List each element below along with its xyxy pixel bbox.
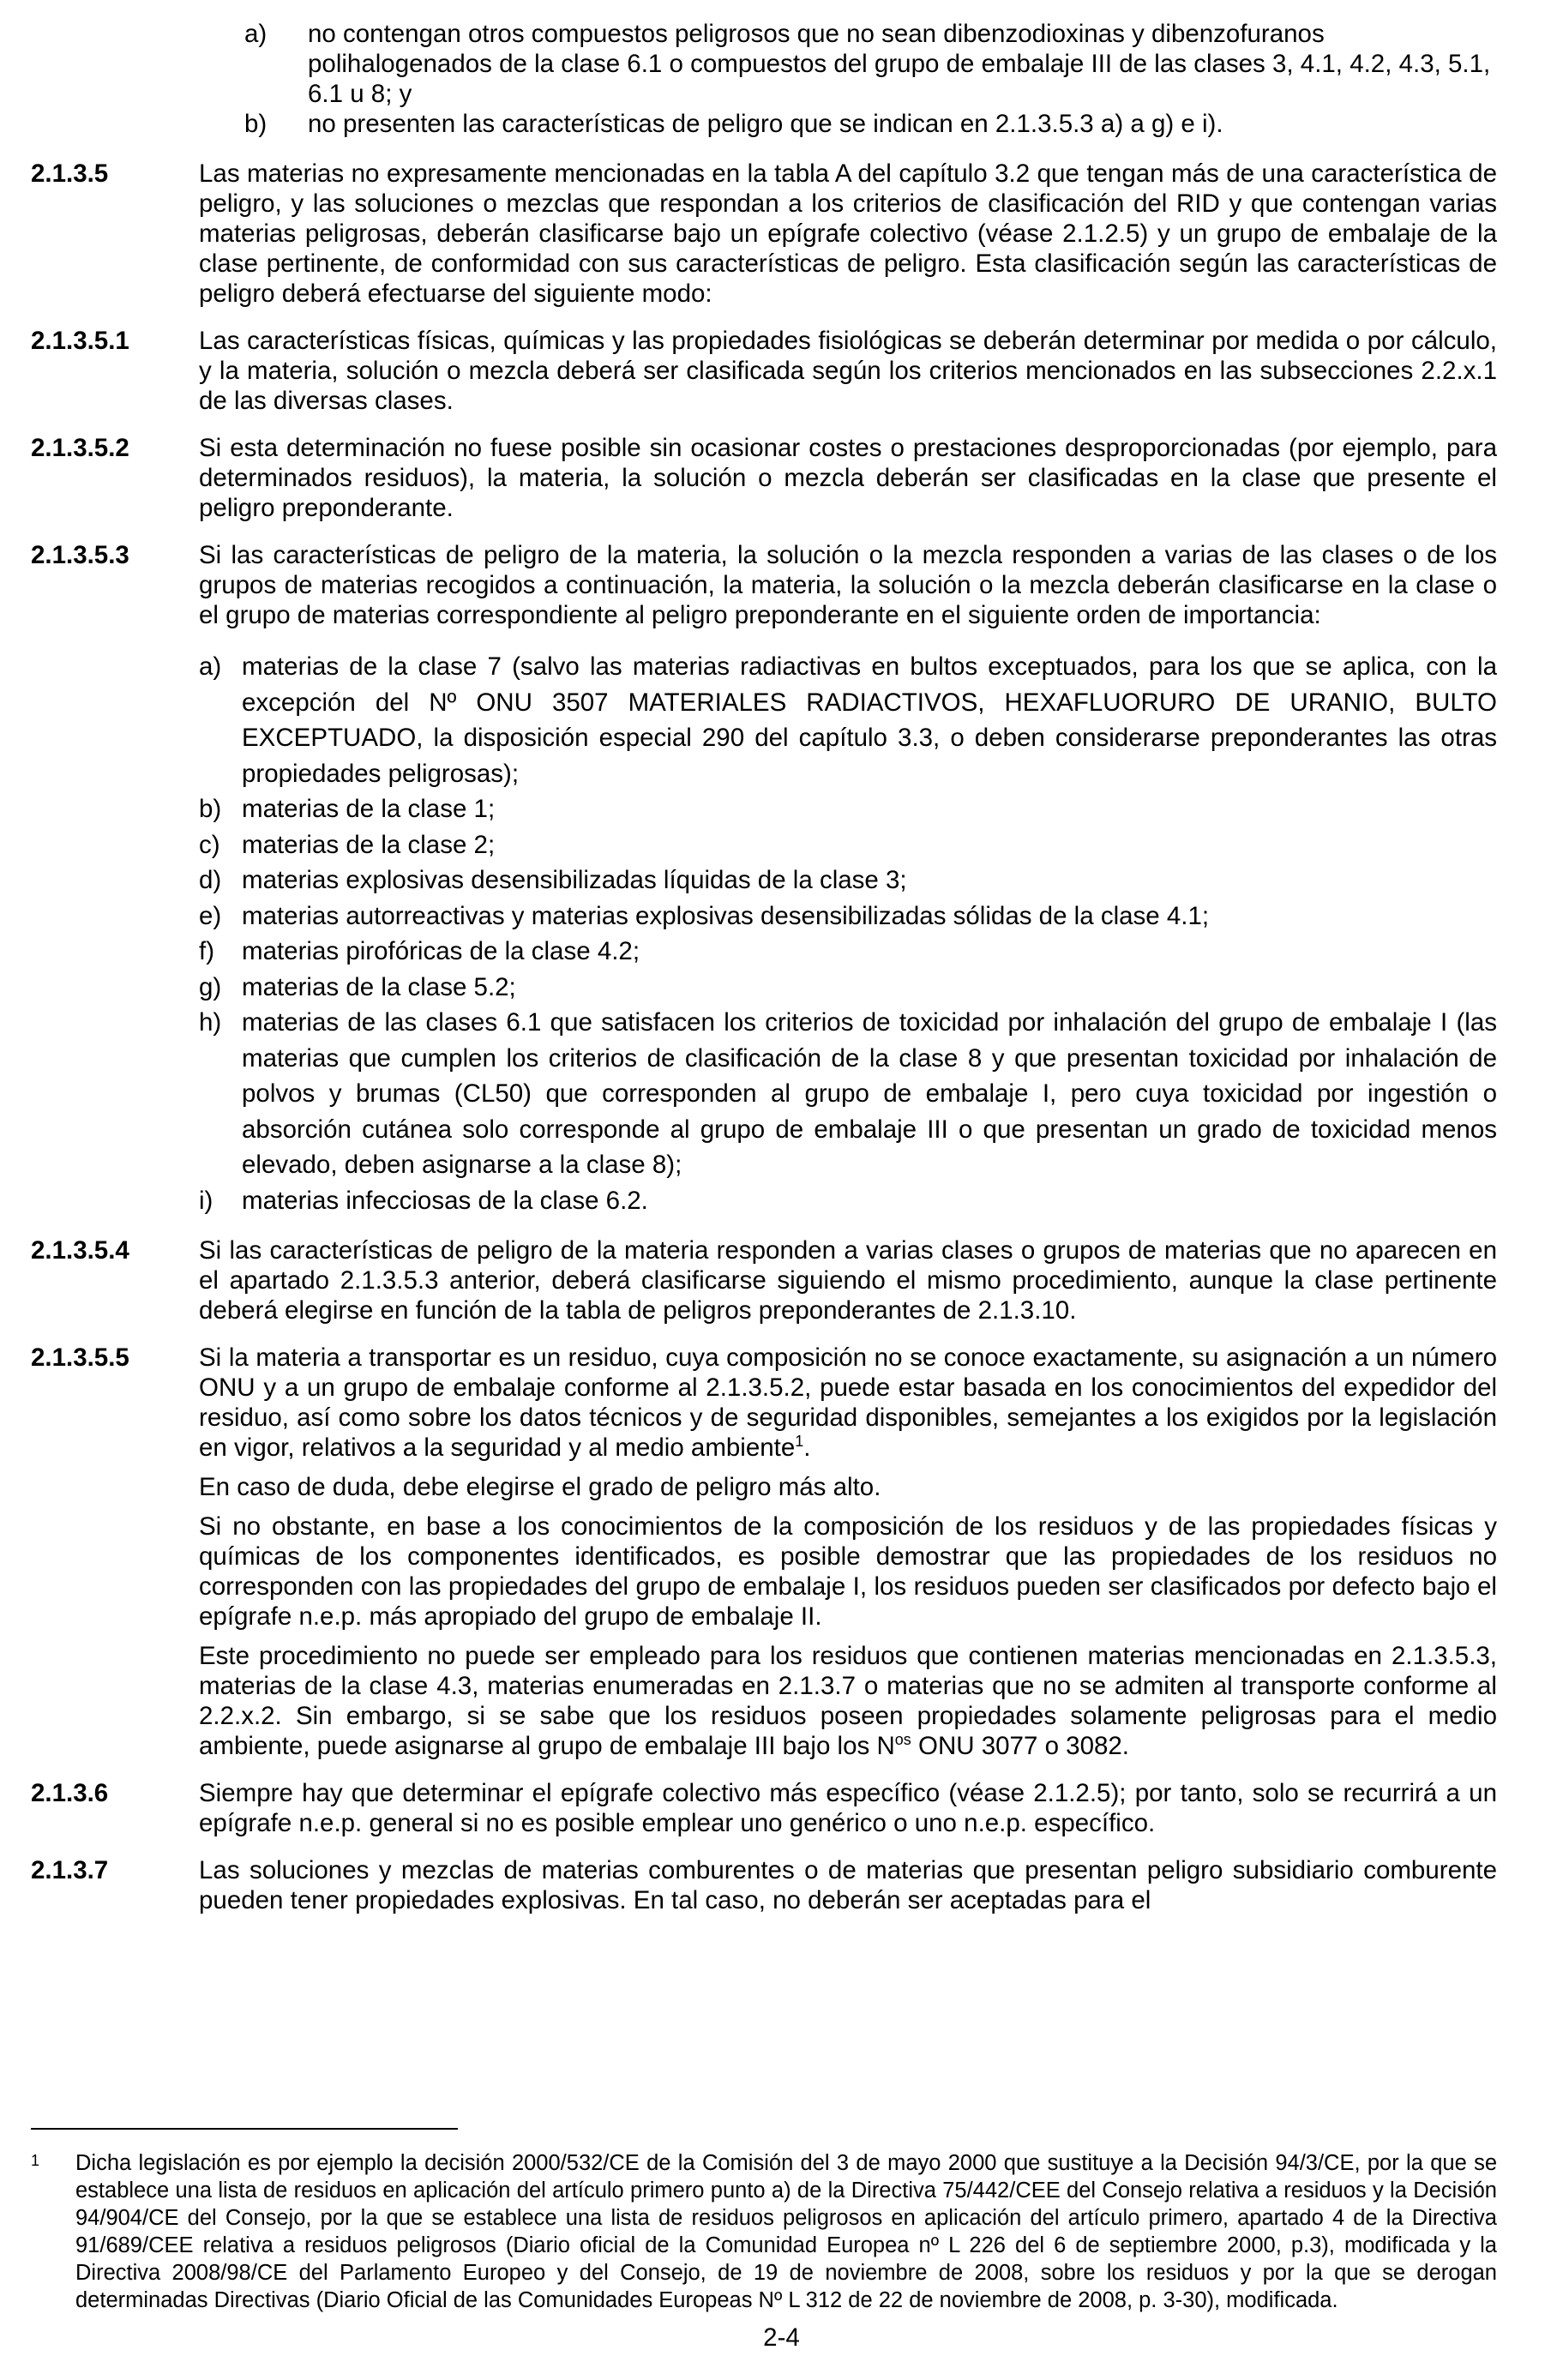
section-body — [199, 540, 1497, 1218]
main-content — [31, 159, 1497, 1932]
section-2-1-3-5-5 — [31, 1343, 1497, 1761]
list-item-label: b) — [199, 795, 222, 823]
footnote-divider — [31, 2128, 458, 2130]
section-number: 2.1.3.5.4 — [31, 1236, 129, 1265]
list-item-label: c) — [199, 830, 220, 859]
page-number: 2-4 — [763, 2323, 800, 2352]
section-2-1-3-5 — [31, 159, 1497, 309]
list-item-label: f) — [199, 937, 215, 965]
section-2-1-3-5-1 — [31, 326, 1497, 416]
list-item — [199, 970, 1497, 1006]
paragraph-text: Si la materia a transportar es un residuo, cuya composición no se conoce exactamente, su asignación a un número ONU y a un grupo de embalaje conforme al 2.1.3.5.2, puede estar basada en los conocimientos del expedidor del residuo, así como sobre los datos técnicos y de seguridad disponibles, semejantes a los exigidos por la legislación en vigor, relativos a la seguridad y al medio ambiente — [199, 1343, 1497, 1462]
intro-item-b — [244, 109, 1505, 139]
list-item — [199, 791, 1497, 827]
section-number: 2.1.3.6 — [31, 1779, 109, 1807]
section-text: Las soluciones y mezclas de materias comburentes o de materias que presentan peligro subsidiario comburente pueden tener propiedades explosivas. En tal caso, no deberán ser aceptadas para el — [199, 1856, 1497, 1914]
list-item-text: materias de las clases 6.1 que satisfacen los criterios de toxicidad por inhalación del grupo de embalaje I (las materias que cumplen los criterios de clasificación de la clase 8 y que presentan toxicidad por inhalación de polvos y brumas (CL50) que corresponden al grupo de embalaje I, pero cuya toxicidad por ingestión o absorción cutánea solo corresponde al grupo de embalaje III o que presentan un grado de toxicidad menos elevado, deben asignarse a la clase 8); — [242, 1008, 1497, 1179]
section-2-1-3-5-2 — [31, 433, 1497, 523]
intro-item-text: no presenten las características de peligro que se indican en 2.1.3.5.3 a) a g) e i). — [308, 110, 1223, 138]
paragraph-end: . — [803, 1433, 811, 1462]
list-item-text: materias autorreactivas y materias explosivas desensibilizadas sólidas de la clase 4.1; — [242, 901, 1210, 930]
list-item-label: d) — [199, 866, 222, 894]
section-paragraph: Si no obstante, en base a los conocimientos de la composición de los residuos y de las propiedades físicas y químicas de los componentes identificados, es posible demostrar que las propiedades de los residuos no corresponden con las propiedades del grupo de embalaje I, los residuos pueden ser clasificados por defecto bajo el epígrafe n.e.p. más apropiado del grupo de embalaje II. — [199, 1512, 1497, 1631]
section-2-1-3-5-4 — [31, 1235, 1497, 1325]
list-item-label: i) — [199, 1186, 213, 1215]
list-item — [199, 934, 1497, 970]
intro-item-text: no contengan otros compuestos peligrosos que no sean dibenzodioxinas y dibenzofuranos polihalogenados de la clase 6.1 o compuestos del grupo de embalaje III de las clases 3, 4.1, 4.2, 4.3, 5.1, 6.1 u 8; y — [308, 20, 1491, 108]
intro-item-label: a) — [244, 20, 268, 48]
superscript: os — [894, 1731, 911, 1749]
section-paragraph: En caso de duda, debe elegirse el grado de peligro más alto. — [199, 1473, 881, 1501]
section-text: Si esta determinación no fuese posible sin ocasionar costes o prestaciones desproporcionadas (por ejemplo, para determinados residuos), la materia, la solución o mezcla deberán ser clasificadas en la clase que presente el peligro preponderante. — [199, 434, 1497, 522]
list-item — [199, 1005, 1497, 1183]
section-text: Siempre hay que determinar el epígrafe colectivo más específico (véase 2.1.2.5); por tanto, solo se recurrirá a un epígrafe n.e.p. general si no es posible emplear uno genérico o uno n.e.p. específico. — [199, 1779, 1497, 1837]
list-item-text: materias pirofóricas de la clase 4.2; — [242, 937, 640, 965]
list-item-label: e) — [199, 901, 222, 930]
section-text: Las materias no expresamente mencionadas en la tabla A del capítulo 3.2 que tengan más de una característica de peligro, y las soluciones o mezclas que respondan a los criterios de clasificación del RID y que contengan varias materias peligrosas, deberán clasificarse bajo un epígrafe colectivo (véase 2.1.2.5) y un grupo de embalaje de la clase pertinente, de conformidad con sus características de peligro. Esta clasificación según las características de peligro deberá efectuarse del siguiente modo: — [199, 159, 1497, 308]
section-2-1-3-7 — [31, 1855, 1497, 1915]
list-item — [199, 862, 1497, 899]
list-item-text: materias de la clase 7 (salvo las materias radiactivas en bultos exceptuados, para los que se aplica, con la excepción del Nº ONU 3507 MATERIALES RADIACTIVOS, HEXAFLUORURO DE URANIO, BULTO EXCEPTUADO, la disposición especial 290 del capítulo 3.3, o deben considerarse preponderantes las otras propiedades peligrosas); — [242, 652, 1497, 788]
footnote-reference[interactable]: 1 — [795, 1433, 804, 1451]
section-paragraph — [199, 1343, 1497, 1463]
list-item-text: materias de la clase 2; — [242, 830, 496, 859]
paragraph-end: ONU 3077 o 3082. — [911, 1732, 1129, 1760]
paragraph-text: Este procedimiento no puede ser empleado para los residuos que contienen materias mencionadas en 2.1.3.5.3, materias de la clase 4.3, materias enumeradas en 2.1.3.7 o materias que no se admiten al transporte conforme al 2.2.x.2. Sin embargo, si se sabe que los residuos poseen propiedades solamente peligrosas para el medio ambiente, puede asignarse al grupo de embalaje III bajo los N — [199, 1642, 1497, 1760]
footnote — [31, 2149, 1497, 2314]
hazard-order-list — [199, 649, 1497, 1218]
section-number: 2.1.3.5.5 — [31, 1343, 129, 1372]
intro-item-label: b) — [244, 110, 268, 138]
footnote-number: 1 — [31, 2152, 40, 2169]
section-number: 2.1.3.7 — [31, 1856, 109, 1884]
section-text: Las características físicas, químicas y las propiedades fisiológicas se deberán determinar por medida o por cálculo, y la materia, solución o mezcla deberá ser clasificada según los criterios mencionados en las subsecciones 2.2.x.1 de las diversas clases. — [199, 327, 1497, 415]
section-text: Si las características de peligro de la materia, la solución o la mezcla responden a varias de las clases o de los grupos de materias recogidos a continuación, la materia, la solución o la mezcla deberán clasificarse en la clase o el grupo de materias correspondiente al peligro preponderante en el siguiente orden de importancia: — [199, 541, 1497, 629]
section-2-1-3-5-3 — [31, 540, 1497, 1218]
section-text: Si las características de peligro de la materia responden a varias clases o grupos de materias que no aparecen en el apartado 2.1.3.5.3 anterior, deberá clasificarse siguiendo el mismo procedimiento, aunque la clase pertinente deberá elegirse en función de la tabla de peligros preponderantes de 2.1.3.10. — [199, 1236, 1497, 1325]
list-item — [199, 827, 1497, 863]
section-number: 2.1.3.5.1 — [31, 327, 129, 355]
intro-list — [244, 19, 1505, 139]
section-2-1-3-6 — [31, 1778, 1497, 1838]
intro-item-a — [244, 19, 1505, 109]
section-number: 2.1.3.5.3 — [31, 541, 129, 569]
section-body — [199, 1343, 1497, 1761]
list-item-label: a) — [199, 652, 222, 681]
list-item — [199, 1183, 1497, 1219]
section-paragraph — [199, 1641, 1497, 1761]
list-item — [199, 899, 1497, 935]
list-item — [199, 649, 1497, 791]
list-item-label: h) — [199, 1008, 222, 1037]
section-number: 2.1.3.5.2 — [31, 434, 129, 462]
section-number: 2.1.3.5 — [31, 159, 109, 188]
footnote-text: Dicha legislación es por ejemplo la decisión 2000/532/CE de la Comisión del 3 de mayo 2000 que sustituye a la Decisión 94/3/CE, por la que se establece una lista de residuos en aplicación del artículo primero punto a) de la Directiva 75/442/CEE del Consejo relativa a residuos y la Decisión 94/904/CE del Consejo, por la que se establece una lista de residuos peligrosos en aplicación del artículo primero, apartado 4 de la Directiva 91/689/CEE relativa a residuos peligrosos (Diario oficial de la Comunidad Europea nº L 226 del 6 de septiembre 2000, p.3), modificada y la Directiva 2008/98/CE del Parlamento Europeo y del Consejo, de 19 de noviembre de 2008, sobre los residuos y por la que se derogan determinadas Directivas (Diario Oficial de las Comunidades Europeas Nº L 312 de 22 de noviembre de 2008, p. 3-30), modificada. — [75, 2151, 1497, 2312]
list-item-text: materias de la clase 5.2; — [242, 972, 516, 1001]
list-item-text: materias explosivas desensibilizadas líquidas de la clase 3; — [242, 866, 907, 894]
list-item-text: materias infecciosas de la clase 6.2. — [242, 1186, 648, 1215]
list-item-text: materias de la clase 1; — [242, 795, 496, 823]
list-item-label: g) — [199, 972, 222, 1001]
